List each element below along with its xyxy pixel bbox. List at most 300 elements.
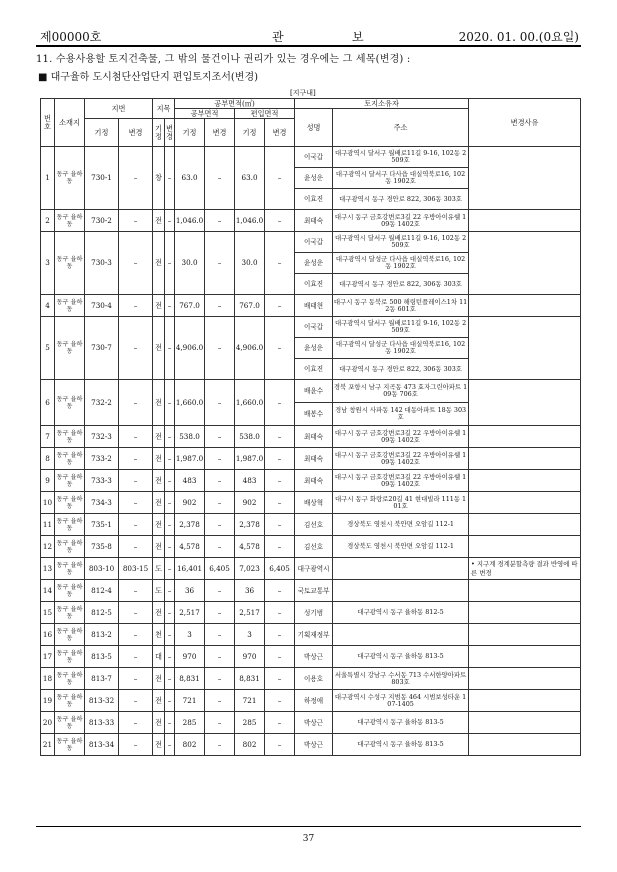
row-public-area-prev: 3 (175, 624, 205, 646)
row-public-area-prev: 36 (175, 580, 205, 602)
change-reason (469, 624, 581, 646)
row-lot-prev: 730-4 (85, 295, 119, 317)
row-number: 9 (41, 470, 55, 492)
row-category-prev: 전 (153, 602, 165, 624)
land-register-table (40, 98, 581, 756)
row-category-change: – (165, 536, 175, 558)
row-category-prev: 전 (153, 426, 165, 448)
table-row (41, 492, 581, 514)
row-lot-change: – (119, 646, 153, 668)
change-reason (469, 712, 581, 734)
table-row (41, 295, 581, 317)
row-public-area-change: – (205, 380, 235, 426)
row-public-area-change: – (205, 580, 235, 602)
table-row (41, 147, 581, 168)
row-included-area-change: – (265, 317, 295, 380)
owner-address: 대구광역시 동구 율하동 813-5 (333, 734, 469, 756)
col-included-area: 편입면적 (235, 109, 295, 119)
owner-address: 대구광역시 달성군 다사읍 대실역북로16, 102동 1902호 (333, 253, 469, 274)
row-category-change: – (165, 668, 175, 690)
row-category-prev: 전 (153, 514, 165, 536)
table-row (41, 232, 581, 253)
row-public-area-change: – (205, 147, 235, 210)
owner-name: 최태숙 (295, 470, 333, 492)
row-public-area-prev: 767.0 (175, 295, 205, 317)
table-row (41, 580, 581, 602)
col-inc-prev: 기정 (235, 119, 265, 147)
change-reason (469, 514, 581, 536)
owner-address: 대구광역시 동구 율하동 813-5 (333, 646, 469, 668)
row-included-area-change: – (265, 232, 295, 295)
row-public-area-change: – (205, 232, 235, 295)
row-lot-change: – (119, 380, 153, 426)
page-header (36, 26, 581, 44)
row-included-area-change: – (265, 210, 295, 232)
row-public-area-prev: 1,046.0 (175, 210, 205, 232)
col-public-area: 공부면적 (175, 109, 235, 119)
row-category-prev: 전 (153, 380, 165, 426)
row-lot-prev: 812-5 (85, 602, 119, 624)
owner-name: 이용호 (295, 668, 333, 690)
row-category-prev: 전 (153, 210, 165, 232)
row-category-change: – (165, 602, 175, 624)
row-included-area-change: – (265, 448, 295, 470)
header-title-b: 보 (352, 30, 364, 44)
row-category-prev: 전 (153, 536, 165, 558)
table-row (41, 317, 581, 338)
change-reason (469, 426, 581, 448)
owner-name: 배윤수 (295, 380, 333, 403)
row-included-area-prev: 7,023 (235, 558, 265, 580)
row-included-area-prev: 970 (235, 646, 265, 668)
table-row (41, 646, 581, 668)
col-cat-prev: 기정 (153, 119, 165, 147)
row-lot-change: – (119, 147, 153, 210)
row-included-area-prev: 36 (235, 580, 265, 602)
table-body (41, 147, 581, 756)
row-public-area-prev: 538.0 (175, 426, 205, 448)
owner-name: 이국갑 (295, 317, 333, 338)
table-row (41, 448, 581, 470)
row-lot-change: – (119, 514, 153, 536)
table-row (41, 624, 581, 646)
row-public-area-prev: 63.0 (175, 147, 205, 210)
row-public-area-change: – (205, 536, 235, 558)
row-included-area-change: – (265, 668, 295, 690)
row-number: 8 (41, 448, 55, 470)
col-pub-change: 변경 (205, 119, 235, 147)
row-included-area-change: – (265, 470, 295, 492)
page-number: 37 (302, 834, 315, 844)
col-reason: 변경사유 (469, 99, 581, 147)
table-row (41, 470, 581, 492)
row-lot-prev: 734-3 (85, 492, 119, 514)
row-category-prev: 도 (153, 580, 165, 602)
row-included-area-prev: 4,906.0 (235, 317, 265, 380)
row-included-area-prev: 483 (235, 470, 265, 492)
row-public-area-prev: 1,987.0 (175, 448, 205, 470)
row-category-change: – (165, 690, 175, 712)
row-included-area-change: – (265, 492, 295, 514)
row-lot-change: – (119, 470, 153, 492)
row-lot-change: – (119, 492, 153, 514)
row-lot-prev: 735-8 (85, 536, 119, 558)
change-reason (469, 536, 581, 558)
row-number: 1 (41, 147, 55, 210)
col-owner: 토지소유자 (295, 99, 469, 109)
table-row (41, 380, 581, 403)
row-category-change: – (165, 317, 175, 380)
row-public-area-change: – (205, 514, 235, 536)
subtitle (38, 68, 258, 83)
owner-name: 박상근 (295, 734, 333, 756)
owner-address: 대구광역시 동구 율하동 813-5 (333, 712, 469, 734)
section-title: 11. 수용사용할 토지건축물, 그 밖의 물건이나 권리가 있는 경우에는 그 세목(변경) : (36, 54, 411, 65)
row-location: 동구 율하동 (55, 580, 85, 602)
square-bullet-icon: ■ (38, 72, 48, 83)
row-number: 20 (41, 712, 55, 734)
row-lot-change: – (119, 448, 153, 470)
row-included-area-change: – (265, 580, 295, 602)
row-lot-prev: 813-32 (85, 690, 119, 712)
row-included-area-change: – (265, 712, 295, 734)
col-owner-address: 주소 (333, 109, 469, 147)
row-category-prev: 대 (153, 646, 165, 668)
footer-rule (36, 826, 581, 827)
row-public-area-prev: 4,906.0 (175, 317, 205, 380)
row-public-area-change: – (205, 295, 235, 317)
row-included-area-prev: 63.0 (235, 147, 265, 210)
row-lot-prev: 730-7 (85, 317, 119, 380)
row-category-prev: 전 (153, 492, 165, 514)
row-included-area-change: – (265, 602, 295, 624)
row-public-area-prev: 483 (175, 470, 205, 492)
change-reason (469, 602, 581, 624)
row-location: 동구 율하동 (55, 536, 85, 558)
owner-name: 윤성운 (295, 168, 333, 189)
owner-address: 대구광역시 동구 경안로 822, 306동 303호 (333, 189, 469, 210)
owner-address: 서울특별시 강남구 수서동 713 수서한양아파트 803호 (333, 668, 469, 690)
row-category-change: – (165, 580, 175, 602)
owner-address: 대구광역시 달서구 다사읍 대실역북로16, 102동 1902호 (333, 168, 469, 189)
header-title-a: 관 (272, 30, 284, 44)
change-reason (469, 690, 581, 712)
table-row (41, 602, 581, 624)
row-included-area-change: – (265, 536, 295, 558)
change-reason (469, 210, 581, 232)
issue-number: 제00000호 (40, 30, 102, 44)
row-included-area-change: – (265, 624, 295, 646)
row-location: 동구 율하동 (55, 602, 85, 624)
owner-name: 윤성운 (295, 338, 333, 359)
row-included-area-prev: 1,046.0 (235, 210, 265, 232)
owner-name: 배봉수 (295, 403, 333, 426)
owner-name: 최태숙 (295, 210, 333, 232)
row-public-area-prev: 970 (175, 646, 205, 668)
change-reason (469, 295, 581, 317)
row-location: 동구 율하동 (55, 558, 85, 580)
row-category-prev: 전 (153, 712, 165, 734)
row-lot-change: – (119, 602, 153, 624)
row-category-change: – (165, 712, 175, 734)
row-location: 동구 율하동 (55, 317, 85, 380)
owner-name: 성기범 (295, 602, 333, 624)
row-category-change: – (165, 426, 175, 448)
row-included-area-change: – (265, 380, 295, 426)
row-lot-change: – (119, 690, 153, 712)
row-public-area-change: – (205, 470, 235, 492)
row-number: 21 (41, 734, 55, 756)
row-number: 4 (41, 295, 55, 317)
row-lot-change: – (119, 232, 153, 295)
owner-address: 대구시 동구 금호강변로3길 22 우방아이유쉘 109동 1402호 (333, 426, 469, 448)
row-location: 동구 율하동 (55, 492, 85, 514)
row-lot-prev: 803-10 (85, 558, 119, 580)
row-number: 15 (41, 602, 55, 624)
row-lot-prev: 732-2 (85, 380, 119, 426)
owner-address: 경남 창원시 사파동 142 대동아파트 18동 303호 (333, 403, 469, 426)
owner-name: 이효진 (295, 189, 333, 210)
row-public-area-change: – (205, 426, 235, 448)
row-lot-change: – (119, 580, 153, 602)
row-public-area-prev: 285 (175, 712, 205, 734)
row-category-prev: 전 (153, 470, 165, 492)
owner-address: 대구광역시 동구 경안로 822, 306동 303호 (333, 359, 469, 380)
row-category-change: – (165, 646, 175, 668)
owner-address (333, 624, 469, 646)
row-public-area-change: – (205, 492, 235, 514)
row-lot-prev: 813-33 (85, 712, 119, 734)
row-number: 11 (41, 514, 55, 536)
row-included-area-prev: 902 (235, 492, 265, 514)
owner-name: 최태숙 (295, 426, 333, 448)
owner-address: 대구시 동구 금호강변로3길 22 우방아이유쉘 109동 1402호 (333, 448, 469, 470)
row-location: 동구 율하동 (55, 712, 85, 734)
owner-address (333, 580, 469, 602)
row-public-area-change: – (205, 712, 235, 734)
owner-name: 기획재정부 (295, 624, 333, 646)
row-number: 2 (41, 210, 55, 232)
change-reason (469, 448, 581, 470)
change-reason (469, 470, 581, 492)
owner-address: 대구시 동구 동북로 500 해링턴플레이스1차 112동 601호 (333, 295, 469, 317)
row-number: 18 (41, 668, 55, 690)
row-included-area-change: – (265, 690, 295, 712)
row-included-area-prev: 8,831 (235, 668, 265, 690)
row-number: 6 (41, 380, 55, 426)
row-included-area-prev: 2,517 (235, 602, 265, 624)
row-included-area-change: 6,405 (265, 558, 295, 580)
col-cat-change: 변경 (165, 119, 175, 147)
col-pub-prev: 기정 (175, 119, 205, 147)
owner-name: 이국갑 (295, 147, 333, 168)
owner-name: 최태숙 (295, 448, 333, 470)
table-row (41, 712, 581, 734)
row-lot-prev: 735-1 (85, 514, 119, 536)
row-included-area-prev: 538.0 (235, 426, 265, 448)
row-location: 동구 율하동 (55, 646, 85, 668)
row-category-prev: 도 (153, 558, 165, 580)
row-location: 동구 율하동 (55, 470, 85, 492)
row-category-prev: 전 (153, 448, 165, 470)
row-public-area-prev: 30.0 (175, 232, 205, 295)
row-category-change: – (165, 514, 175, 536)
row-category-prev: 천 (153, 624, 165, 646)
row-category-prev: 전 (153, 734, 165, 756)
owner-name: 김선호 (295, 536, 333, 558)
row-public-area-change: – (205, 602, 235, 624)
row-public-area-change: 6,405 (205, 558, 235, 580)
owner-name: 대구광역시 (295, 558, 333, 580)
change-reason (469, 734, 581, 756)
row-public-area-prev: 4,578 (175, 536, 205, 558)
table-row (41, 514, 581, 536)
owner-address: 경북 포항시 남구 지곡동 473 효자그린아파트 109동 706호 (333, 380, 469, 403)
row-included-area-change: – (265, 426, 295, 448)
table-row (41, 734, 581, 756)
row-lot-change: – (119, 295, 153, 317)
row-included-area-prev: 3 (235, 624, 265, 646)
row-lot-change: – (119, 210, 153, 232)
row-public-area-prev: 16,401 (175, 558, 205, 580)
owner-address: 경상북도 영천시 북안면 오암길 112-1 (333, 514, 469, 536)
row-location: 동구 율하동 (55, 295, 85, 317)
owner-address (333, 558, 469, 580)
row-included-area-prev: 1,987.0 (235, 448, 265, 470)
owner-name: 박상근 (295, 646, 333, 668)
col-no: 번호 (41, 99, 55, 147)
owner-address: 대구광역시 달서구 월배로11길 9-16, 102동 2509호 (333, 232, 469, 253)
row-lot-change: – (119, 426, 153, 448)
owner-address: 대구광역시 동구 율하동 812-5 (333, 602, 469, 624)
owner-address: 대구광역시 달서구 월배로11길 9-16, 102동 2509호 (333, 147, 469, 168)
col-category: 지목 (153, 99, 175, 119)
row-public-area-prev: 2,378 (175, 514, 205, 536)
row-included-area-prev: 767.0 (235, 295, 265, 317)
row-category-change: – (165, 734, 175, 756)
row-lot-prev: 730-3 (85, 232, 119, 295)
row-lot-change: 803-15 (119, 558, 153, 580)
row-category-prev: 창 (153, 147, 165, 210)
change-reason (469, 580, 581, 602)
owner-name: 김선호 (295, 514, 333, 536)
change-reason (469, 668, 581, 690)
row-included-area-change: – (265, 147, 295, 210)
row-public-area-change: – (205, 448, 235, 470)
row-public-area-change: – (205, 690, 235, 712)
col-lot: 지번 (85, 99, 153, 119)
row-category-prev: 전 (153, 690, 165, 712)
row-category-change: – (165, 448, 175, 470)
row-location: 동구 율하동 (55, 147, 85, 210)
table-row (41, 558, 581, 580)
row-lot-prev: 733-2 (85, 448, 119, 470)
row-location: 동구 율하동 (55, 624, 85, 646)
row-number: 17 (41, 646, 55, 668)
row-location: 동구 율하동 (55, 734, 85, 756)
row-lot-prev: 813-2 (85, 624, 119, 646)
row-lot-change: – (119, 317, 153, 380)
table-row (41, 426, 581, 448)
row-lot-prev: 730-1 (85, 147, 119, 210)
row-location: 동구 율하동 (55, 380, 85, 426)
row-category-change: – (165, 470, 175, 492)
row-public-area-prev: 1,660.0 (175, 380, 205, 426)
table-header (41, 99, 581, 147)
row-lot-change: – (119, 712, 153, 734)
change-reason (469, 492, 581, 514)
row-public-area-change: – (205, 624, 235, 646)
row-category-change: – (165, 295, 175, 317)
row-public-area-change: – (205, 734, 235, 756)
owner-name: 하정애 (295, 690, 333, 712)
owner-address: 대구광역시 수성구 지범동 464 시범보성타운 107-1405 (333, 690, 469, 712)
row-location: 동구 율하동 (55, 232, 85, 295)
row-location: 동구 율하동 (55, 448, 85, 470)
row-category-change: – (165, 147, 175, 210)
row-public-area-change: – (205, 317, 235, 380)
row-included-area-prev: 4,578 (235, 536, 265, 558)
col-location: 소재지 (55, 99, 85, 147)
table-row (41, 210, 581, 232)
owner-name: 이효진 (295, 359, 333, 380)
row-public-area-prev: 8,831 (175, 668, 205, 690)
owner-address: 대구시 동구 금호강변로3길 22 우방아이유쉘 109동 1402호 (333, 210, 469, 232)
row-number: 13 (41, 558, 55, 580)
change-reason (469, 147, 581, 210)
row-included-area-prev: 30.0 (235, 232, 265, 295)
row-number: 12 (41, 536, 55, 558)
row-included-area-prev: 285 (235, 712, 265, 734)
row-category-change: – (165, 624, 175, 646)
row-location: 동구 율하동 (55, 426, 85, 448)
owner-address: 대구시 동구 화랑로20길 41 현대빌라 111동 101호 (333, 492, 469, 514)
row-category-prev: 전 (153, 295, 165, 317)
owner-name: 배상혁 (295, 492, 333, 514)
owner-name: 배태현 (295, 295, 333, 317)
row-public-area-prev: 721 (175, 690, 205, 712)
row-public-area-prev: 902 (175, 492, 205, 514)
row-category-change: – (165, 232, 175, 295)
change-reason (469, 380, 581, 426)
row-lot-change: – (119, 536, 153, 558)
row-public-area-prev: 802 (175, 734, 205, 756)
change-reason: • 지구계 경계분할측량 결과 반영에 따른 변경 (469, 558, 581, 580)
row-location: 동구 율하동 (55, 514, 85, 536)
row-location: 동구 율하동 (55, 668, 85, 690)
row-included-area-prev: 802 (235, 734, 265, 756)
issue-date: 2020. 01. 00.(0요일) (458, 30, 579, 44)
row-location: 동구 율하동 (55, 210, 85, 232)
row-public-area-change: – (205, 646, 235, 668)
row-included-area-change: – (265, 295, 295, 317)
owner-address: 대구광역시 동구 경안로 822, 306동 303호 (333, 274, 469, 295)
row-category-change: – (165, 210, 175, 232)
row-number: 14 (41, 580, 55, 602)
row-category-prev: 전 (153, 668, 165, 690)
owner-name: 이국갑 (295, 232, 333, 253)
row-number: 16 (41, 624, 55, 646)
owner-name: 박상근 (295, 712, 333, 734)
row-included-area-prev: 1,660.0 (235, 380, 265, 426)
row-category-change: – (165, 380, 175, 426)
owner-address: 경상북도 영천시 북안면 오암길 112-1 (333, 536, 469, 558)
row-lot-change: – (119, 624, 153, 646)
row-public-area-change: – (205, 210, 235, 232)
row-public-area-change: – (205, 668, 235, 690)
row-category-prev: 전 (153, 317, 165, 380)
row-category-prev: 전 (153, 232, 165, 295)
